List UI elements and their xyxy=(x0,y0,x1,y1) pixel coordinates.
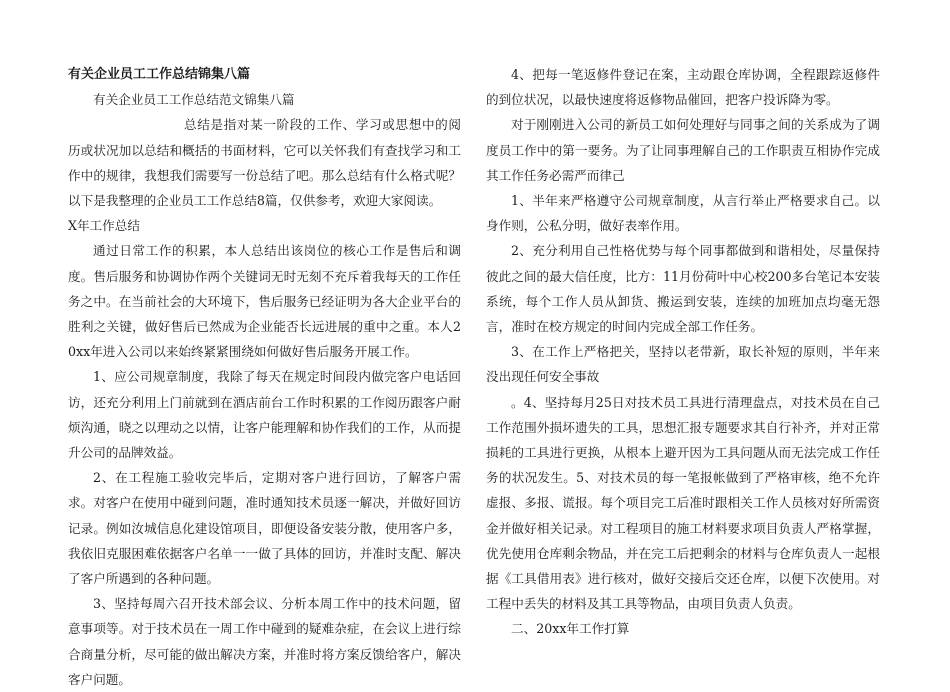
left-column xyxy=(68,62,461,692)
paragraph: 对于刚刚进入公司的新员工如何处理好与同事之间的关系成为了调度员工作中的第一要务。为了让同事理解自己的工作职责互相协作完成其工作任务必需严而律己 xyxy=(486,117,880,183)
right-column xyxy=(486,62,880,642)
intro-paragraph: 总结是指对某一阶段的工作、学习或思想中的阅历或状况加以总结和概括的书面材料，它可以关怀我们有查找学习和工作中的规律，我想我们需要写一份总结了吧。那么总结有什么格式呢？以下是我整理的企业员工工作总结8篇，仅供参考，欢迎大家阅读。 xyxy=(68,117,461,209)
paragraph: 2、充分利用自己性格优势与每个同事都做到和谐相处，尽量保持彼此之间的最大信任度，比方：11月份荷叶中心校200多台笔记本安装系统，每个工作人员从卸货、搬运到安装，连续的加班加点均毫无怨言，准时在校方规定的时间内完成全部工作任务。 xyxy=(486,243,880,335)
section-heading: 二、20xx年工作打算 xyxy=(511,621,630,637)
document-subtitle: 有关企业员工工作总结范文锦集八篇 xyxy=(93,92,295,108)
section-heading: X年工作总结 xyxy=(68,218,140,234)
paragraph: 3、坚持每周六召开技术部会议、分析本周工作中的技术问题，留意事项等。对于技术员在一周工作中碰到的疑难杂症，在会议上进行综合商量分析，尽可能的做出解决方案，并准时将方案反馈给客户，解决客户问题。 xyxy=(68,596,461,687)
paragraph: 1、应公司规章制度，我除了每天在规定时间段内做完客户电话回访，还充分利用上门前就到在酒店前台工作时积累的工作阅历跟客户耐烦沟通，晓之以理动之以情，让客户能理解和协作我们的工作，从而提升公司的品牌效益。 xyxy=(68,369,461,461)
paragraph: 。4、坚持每月25日对技术员工具进行清理盘点，对技术员在自己工作范围外损坏遗失的工具，思想汇报专题要求其自行补齐，并对正常损耗的工具进行更换，从根本上避开因为工具问题从而无法完成工作任务的状况发生。5、对技术员的每一笔报帐做到了严格审核，绝不允许虚报、多报、谎报。每个项目完工后准时跟相关工作人员核对好所需资金并做好相关记录。对工程项目的施工材料要求项目负责人严格掌握，优先使用仓库剩余物品，并在完工后把剩余的材料与仓库负责人一起根据《工具借用表》进行核对，做好交接后交还仓库，以便下次使用。对工程中丢失的材料及其工具等物品，由项目负责人负责。 xyxy=(486,394,880,612)
paragraph: 1、半年来严格遵守公司规章制度，从言行举止严格要求自己。以身作则，公私分明，做好表率作用。 xyxy=(486,193,880,234)
paragraph: 通过日常工作的积累，本人总结出该岗位的核心工作是售后和调度。售后服务和协调协作两个关键词无时无刻不充斥着我每天的工作任务之中。在当前社会的大环境下，售后服务已经证明为各大企业平台的胜利之关键，做好售后已然成为企业能否长远进展的重中之重。本人20xx年进入公司以来始终紧紧围绕如何做好售后服务开展工作。 xyxy=(68,243,461,360)
document-title: 有关企业员工工作总结锦集八篇 xyxy=(68,67,251,82)
paragraph: 4、把每一笔返修件登记在案，主动跟仓库协调，全程跟踪返修件的到位状况，以最快速度将返修物品催回，把客户投诉降为零。 xyxy=(486,67,880,108)
paragraph: 3、在工作上严格把关，坚持以老带新，取长补短的原则，半年来没出现任何安全事故 xyxy=(486,344,880,385)
paragraph: 2、在工程施工验收完毕后，定期对客户进行回访，了解客户需求。对客户在使用中碰到问题，准时通知技术员逐一解决，并做好回访记录。例如汝城信息化建设馆项目，即便设备安装分散，使用客户多，我依旧克服困难依据客户名单一一做了具体的回访，并准时支配、解决了客户所遇到的各种问题。 xyxy=(68,470,461,587)
